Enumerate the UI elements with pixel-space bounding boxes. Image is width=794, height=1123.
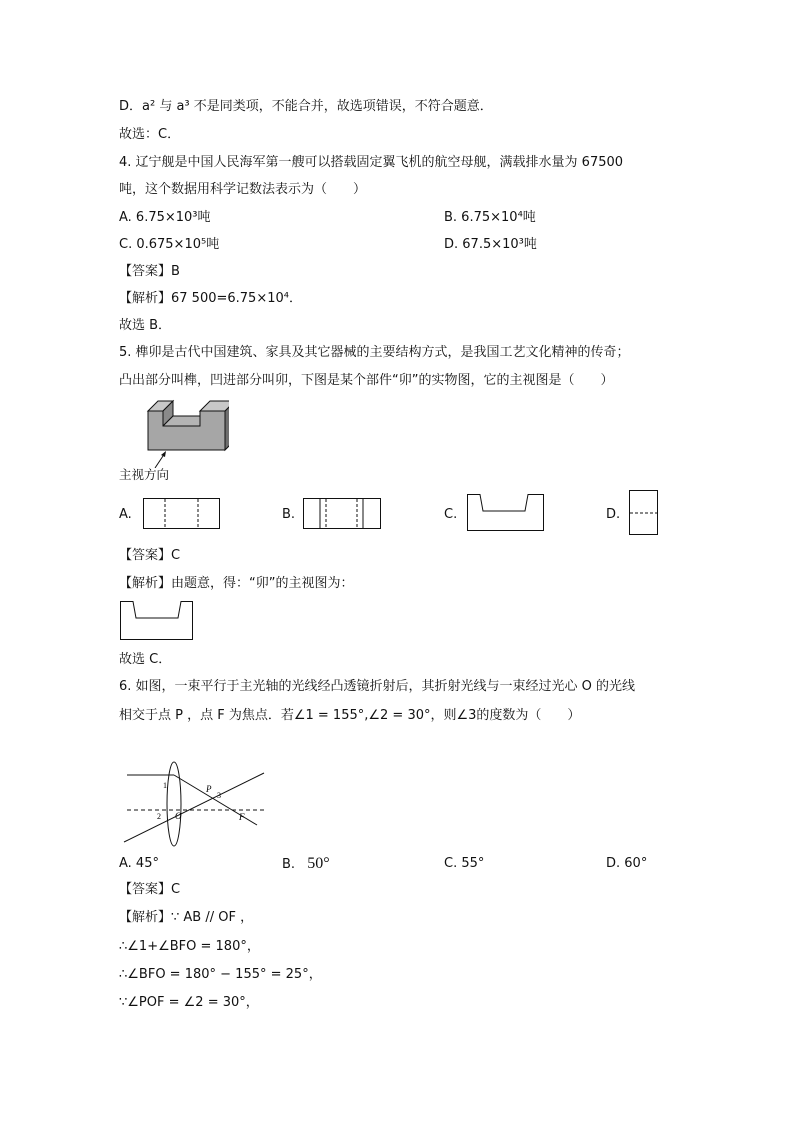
q6-angle-1-label: 1 <box>163 781 167 790</box>
q6-stem-line1: 6. 如图，一束平行于主光轴的光线经凸透镜折射后，其折射光线与一束经过光心 O 的光线 <box>119 679 636 694</box>
q5-final-choice: 故选 C． <box>119 652 172 667</box>
q4-stem-line1: 4. 辽宁舰是中国人民海军第一艘可以搭载固定翼飞机的航空母舰，满载排水量为 67500 <box>119 155 624 170</box>
q6-point-o-label: O <box>175 811 182 821</box>
q4-final-choice: 故选 B． <box>119 318 172 333</box>
q3-final-choice: 故选：C． <box>119 127 181 142</box>
q6-answer: 【答案】C <box>119 882 181 897</box>
q5-option-d-figure <box>629 490 659 536</box>
q4-stem-line2: 吨，这个数据用科学记数法表示为（ ） <box>119 182 367 197</box>
q5-option-b-label: B. <box>282 507 296 522</box>
q5-view-direction-label: 主视方向 <box>119 467 170 482</box>
q5-option-c-figure <box>467 494 545 532</box>
q5-option-c-label: C. <box>444 507 458 522</box>
q6-option-c: C. 55° <box>444 856 485 871</box>
q6-option-b <box>282 855 330 874</box>
q5-option-b-figure <box>303 498 383 530</box>
q6-analysis-step4: ∵∠POF = ∠2 = 30°， <box>119 995 259 1010</box>
q6-analysis-step2: ∴∠1+∠BFO = 180°， <box>119 939 260 954</box>
q5-option-d-label: D. <box>606 507 621 522</box>
q6-option-d: D. 60° <box>606 856 648 871</box>
q6-analysis-step3: ∴∠BFO = 180° − 155° = 25°， <box>119 967 322 982</box>
q4-option-c: C. 0.675×10⁵吨 <box>119 237 220 252</box>
q5-stem-line1: 5. 榫卯是古代中国建筑、家具及其它器械的主要结构方式，是我国工艺文化精神的传奇； <box>119 345 630 360</box>
q5-option-a-figure <box>143 498 221 530</box>
q3-option-d-explanation: D．a² 与 a³ 不是同类项，不能合并，故选项错误，不符合题意． <box>119 99 493 114</box>
q6-lens-diagram <box>119 758 269 848</box>
q6-analysis-step1: 【解析】∵ AB // OF ， <box>119 910 254 925</box>
q5-mortise-3d-figure <box>119 396 229 468</box>
q6-angle-3-label: 3 <box>217 791 221 800</box>
q4-option-a: A. 6.75×10³吨 <box>119 210 211 225</box>
q6-angle-2-label: 2 <box>157 812 161 821</box>
q6-point-p-label: P <box>206 784 212 794</box>
q6-stem-line2: 相交于点 P ，点 F 为焦点．若∠1 = 155°,∠2 = 30°，则∠3的度数为（ ） <box>119 708 581 723</box>
q5-analysis-front-view-figure <box>120 601 196 641</box>
q5-analysis: 【解析】由题意，得：“卯”的主视图为： <box>119 576 354 591</box>
q4-option-d: D. 67.5×10³吨 <box>444 237 537 252</box>
q5-answer: 【答案】C <box>119 548 181 563</box>
q6-point-f-label: F <box>239 812 245 822</box>
q6-option-b-value: 50° <box>307 855 330 872</box>
q6-option-b-label: B. <box>282 857 296 872</box>
q4-analysis: 【解析】67 500=6.75×10⁴． <box>119 291 302 306</box>
q4-answer: 【答案】B <box>119 264 180 279</box>
q5-stem-line2: 凸出部分叫榫，凹进部分叫卯，下图是某个部件“卯”的实物图，它的主视图是（ ） <box>119 373 614 388</box>
q5-option-a-label: A. <box>119 507 132 522</box>
q4-option-b: B. 6.75×10⁴吨 <box>444 210 536 225</box>
q6-option-a: A. 45° <box>119 856 159 871</box>
